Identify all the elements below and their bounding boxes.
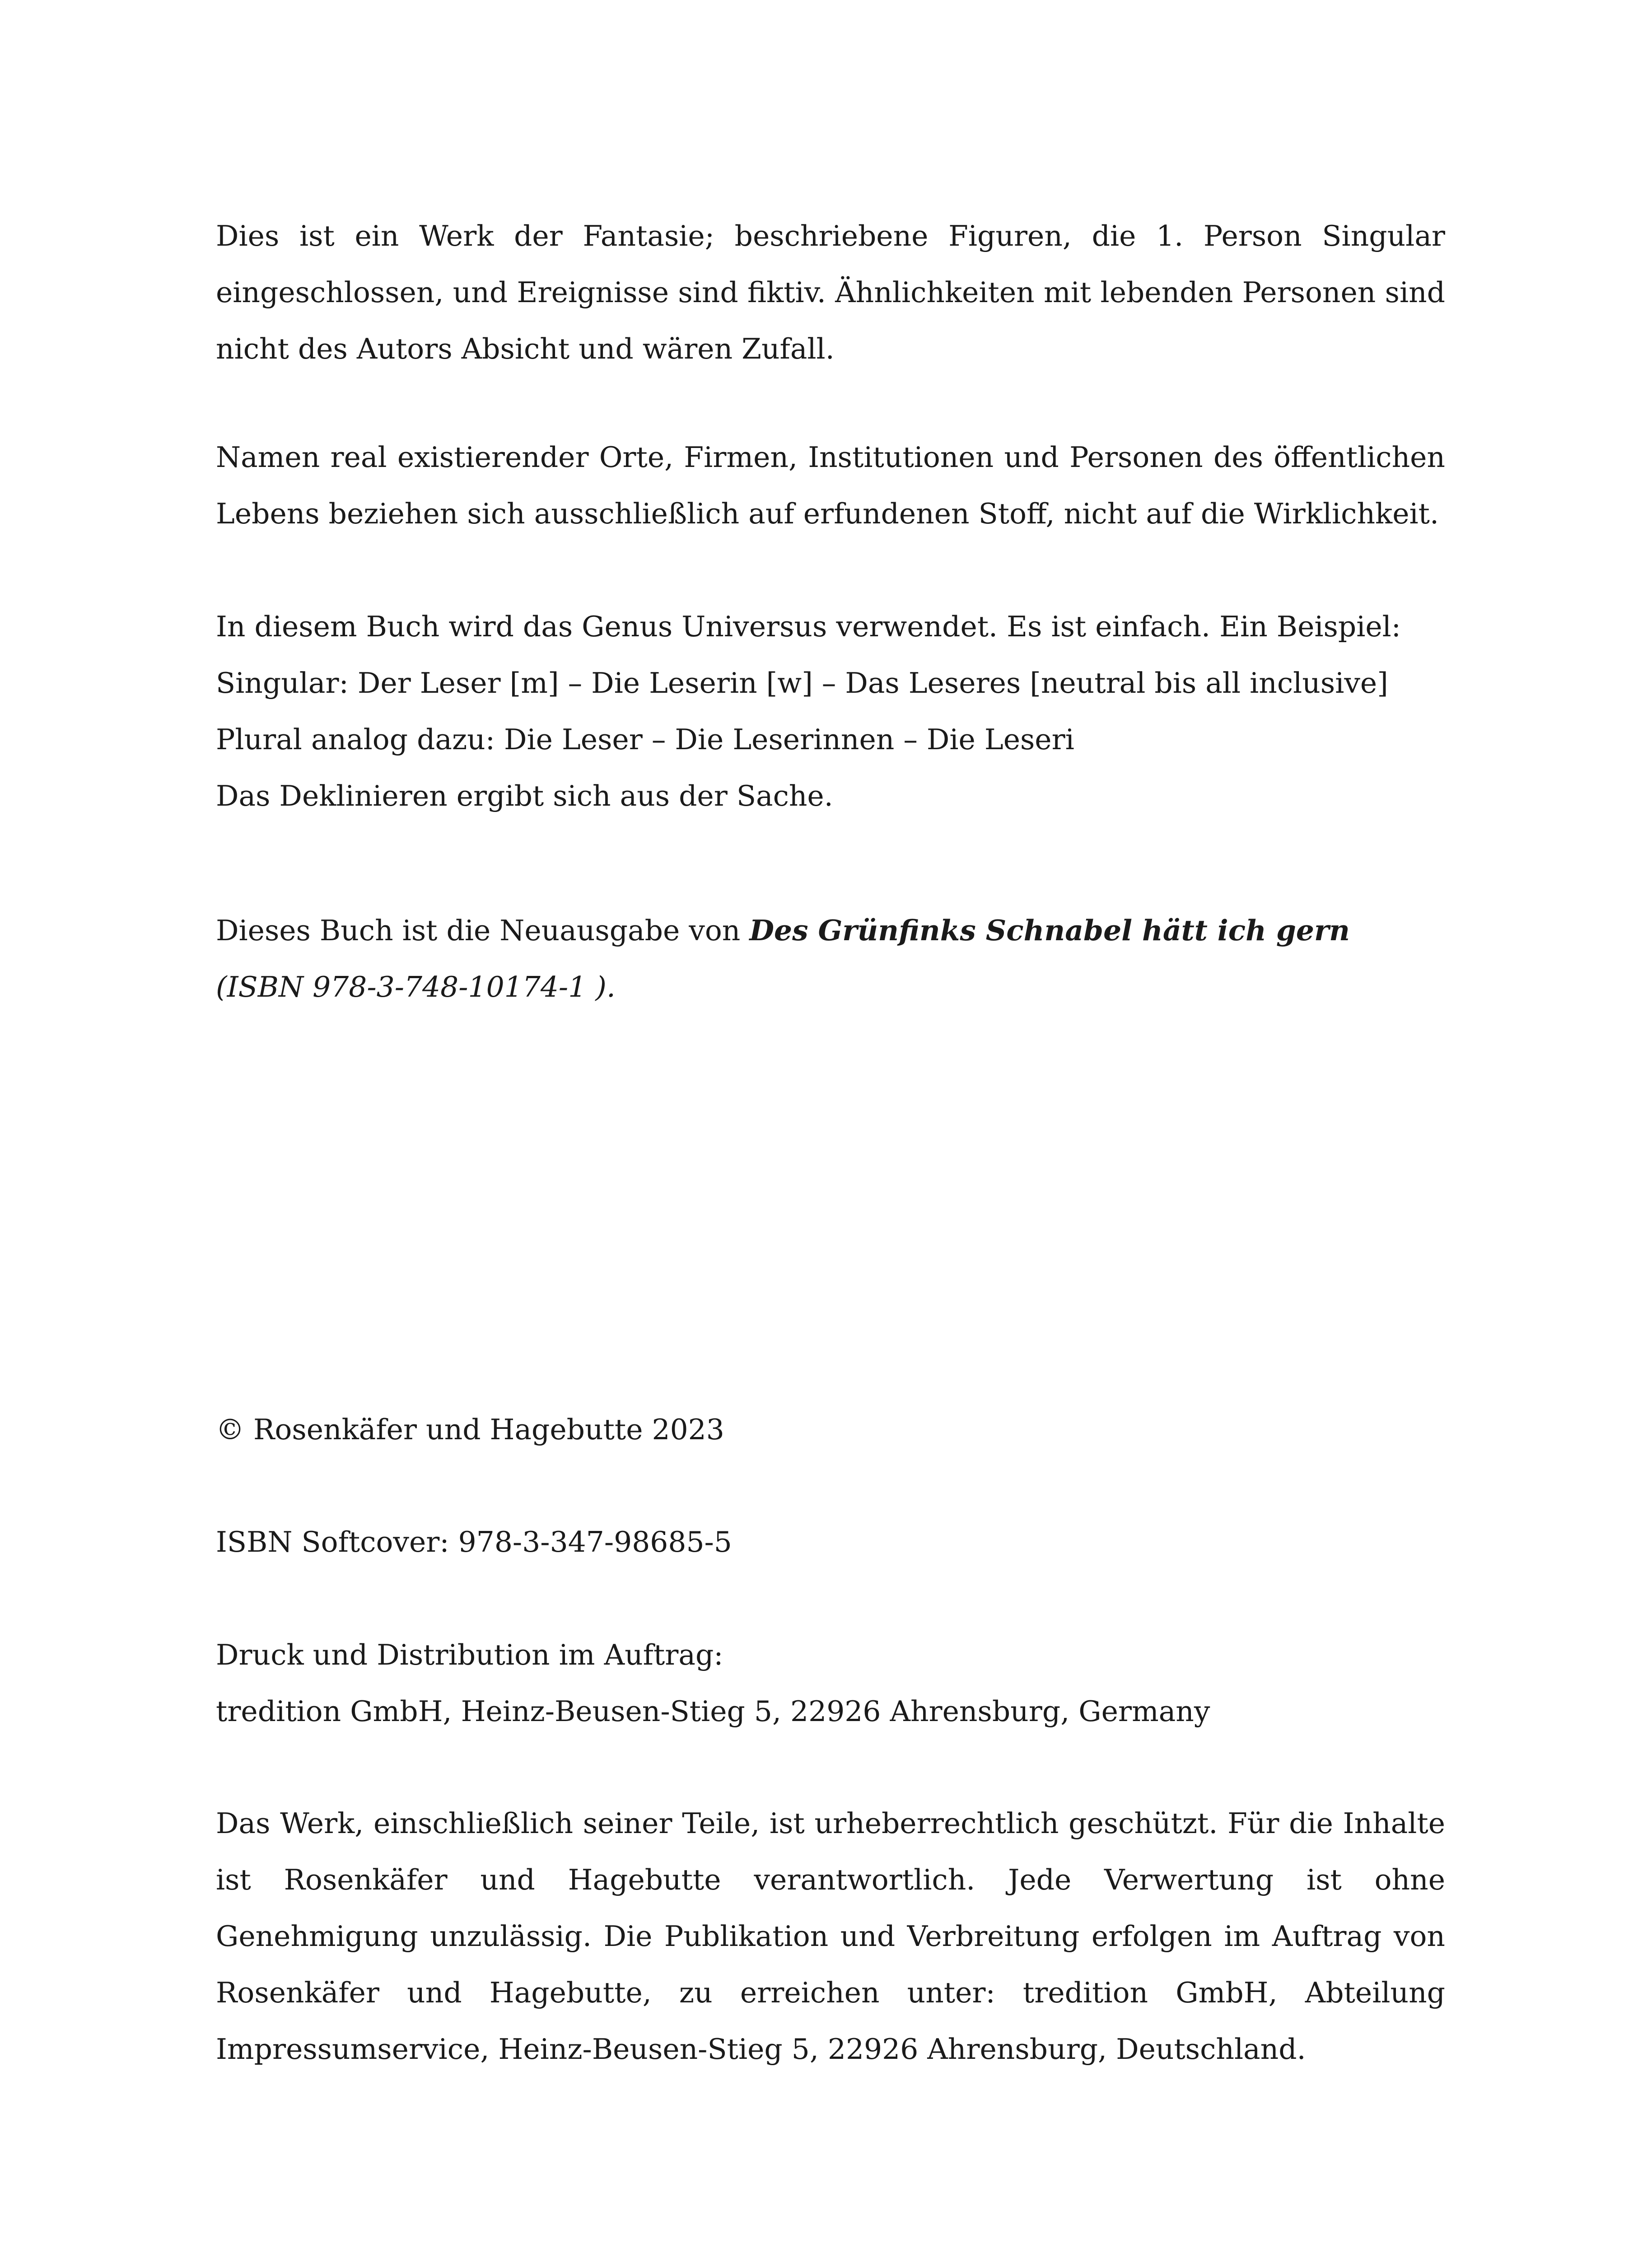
original-book-isbn: (ISBN 978-3-748-10174-1 ). — [216, 970, 616, 1003]
fiction-disclaimer-paragraph: Dies ist ein Werk der Fantasie; beschriebene Figuren, die 1. Person Singular eingeschlossen, und Ereignisse sind fiktiv. Ähnlichkeiten mit lebenden Personen sind nicht des Autors Absicht und wären Zufall. — [216, 219, 1445, 365]
print-distribution — [216, 1627, 1445, 1740]
copyright-notice: © Rosenkäfer und Hagebutte 2023 — [216, 1413, 724, 1446]
isbn-softcover: ISBN Softcover: 978-3-347-98685-5 — [216, 1526, 732, 1558]
names-disclaimer-paragraph: Namen real existierender Orte, Firmen, Institutionen und Personen des öffentlichen Lebens beziehen sich ausschließlich auf erfundenen Stoff, nicht auf die Wirklichkeit. — [216, 441, 1445, 530]
new-edition-prefix: Dieses Buch ist die Neuausgabe von — [216, 914, 750, 947]
print-label: Druck und Distribution im Auftrag: — [216, 1638, 723, 1671]
genus-line-singular: Singular: Der Leser [m] – Die Leserin [w] – Das Leseres [neutral bis all inclusive] — [216, 667, 1388, 700]
legal-notice-paragraph: Das Werk, einschließlich seiner Teile, ist urheberrechtlich geschützt. Für die Inhalte ist Rosenkäfer und Hagebutte verantwortlich. Jede Verwertung ist ohne Genehmigung unzulässig. Die Publikation und Verbreitung erfolgen im Auftrag von Rosenkäfer und Hagebutte, zu erreichen unter: tredition GmbH, Abteilung Impressumservice, Heinz-Beusen-Stieg 5, 22926 Ahrensburg, Deutschland. — [216, 1807, 1445, 2066]
genus-line-plural: Plural analog dazu: Die Leser – Die Leserinnen – Die Leseri — [216, 723, 1074, 756]
print-address: tredition GmbH, Heinz-Beusen-Stieg 5, 22926 Ahrensburg, Germany — [216, 1695, 1210, 1728]
genus-line-intro: In diesem Buch wird das Genus Universus verwendet. Es ist einfach. Ein Beispiel: — [216, 610, 1401, 643]
original-book-title: Des Grünfinks Schnabel hätt ich gern — [749, 914, 1350, 947]
new-edition-paragraph — [216, 902, 1445, 1015]
genus-explanation — [216, 598, 1445, 824]
genus-line-declension: Das Deklinieren ergibt sich aus der Sache. — [216, 779, 833, 812]
